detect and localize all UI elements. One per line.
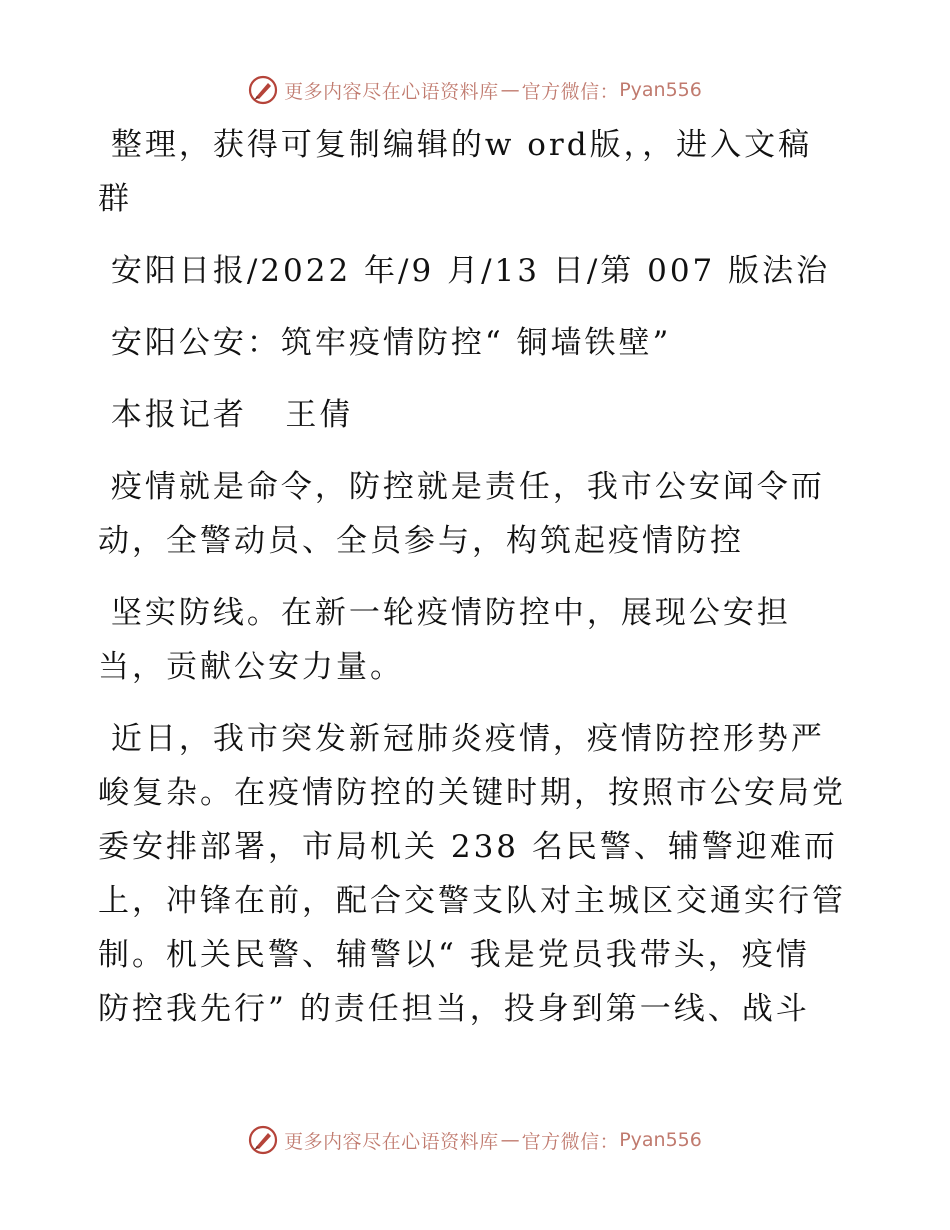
paragraph-intro: 整理，获得可复制编辑的w ord版，，进入文稿 群 xyxy=(98,127,813,217)
pen-logo-icon xyxy=(248,75,278,105)
paragraph-lead-continued: 坚实防线。在新一轮疫情防控中，展现公安担 当，贡献公安力量。 xyxy=(98,595,791,685)
watermark-id: Pyan556 xyxy=(619,1129,702,1151)
paragraph-byline: 本报记者 王倩 xyxy=(98,397,354,433)
watermark-label: 官方微信： xyxy=(521,1130,620,1153)
watermark-banner-bottom xyxy=(0,1120,950,1160)
watermark-text: 更多内容尽在心语资料库 xyxy=(284,80,499,103)
document-body xyxy=(98,118,858,1036)
watermark-banner-top xyxy=(0,70,950,110)
pen-logo-icon xyxy=(248,1125,278,1155)
watermark-label: 官方微信： xyxy=(521,80,620,103)
paragraph-headline: 安阳公安：筑牢疫情防控“ 铜墙铁壁” xyxy=(98,325,672,361)
watermark-separator: — xyxy=(500,79,520,101)
watermark-text: 更多内容尽在心语资料库 xyxy=(284,1130,499,1153)
paragraph-source: 安阳日报/2022 年/9 月/13 日/第 007 版法治 xyxy=(98,253,831,289)
paragraph-body: 近日，我市突发新冠肺炎疫情，疫情防控形势严 峻复杂。在疫情防控的关键时期，按照市公安局党 委安排部署，市局机关 238 名民警、辅警迎难而 上，冲锋在前，配合交警支队对主城区交通实行管 制。机关民警、辅警以“ 我是党员我带头，疫情 防控我先行” 的责任担当，投身到第一线、战斗 xyxy=(98,721,846,1027)
paragraph-lead: 疫情就是命令，防控就是责任，我市公安闻令而 动，全警动员、全员参与，构筑起疫情防控 xyxy=(98,469,825,559)
watermark-id: Pyan556 xyxy=(619,79,702,101)
watermark-separator: — xyxy=(500,1129,520,1151)
